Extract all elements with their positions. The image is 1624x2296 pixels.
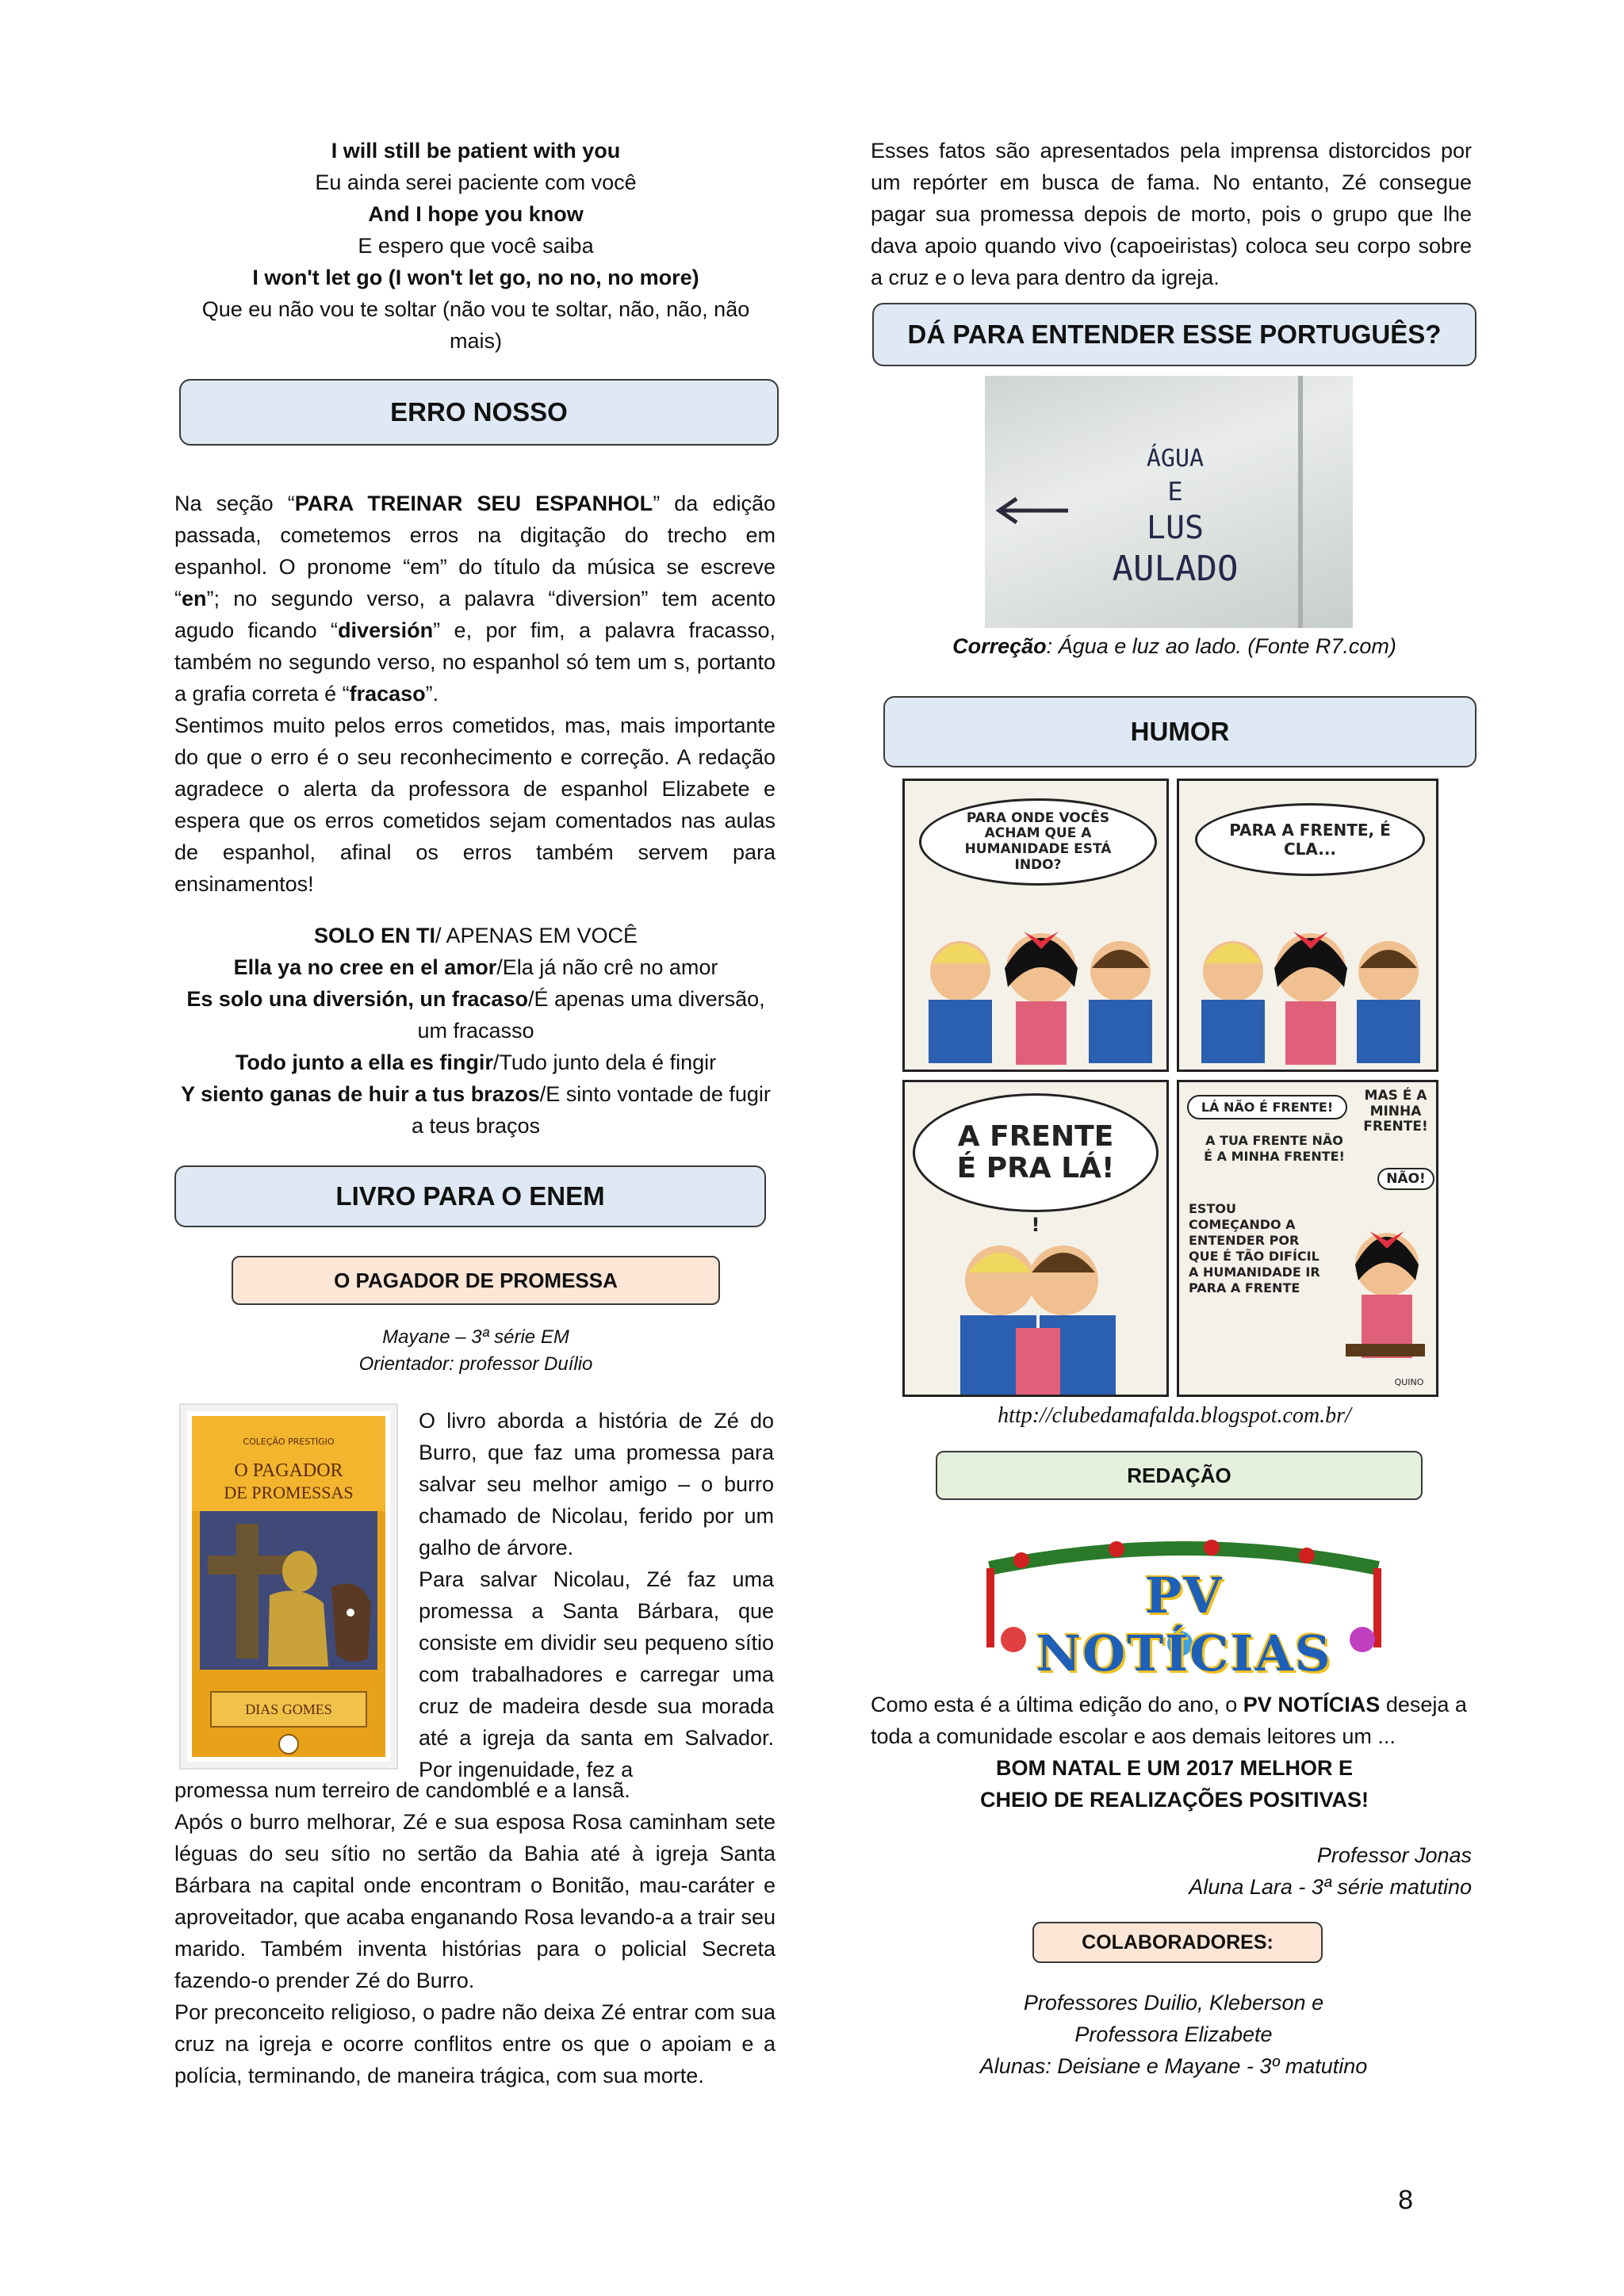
song-line: mais) bbox=[450, 329, 502, 353]
comic-characters bbox=[1179, 781, 1441, 1074]
sign-photo bbox=[985, 376, 1353, 628]
exclamation-mark: ! bbox=[1031, 1214, 1040, 1236]
artist-signature: QUINO bbox=[1394, 1377, 1424, 1387]
song-line: a teus braços bbox=[411, 1114, 541, 1138]
song-line: Que eu não vou te soltar (não vou te soltar, não, não, não bbox=[201, 297, 750, 321]
wish-line: CHEIO DE REALIZAÇÕES POSITIVAS! bbox=[979, 1788, 1369, 1812]
livro-paragraph: promessa num terreiro de candomblé e a Iansã. bbox=[174, 1778, 630, 1802]
sign-line: LUS bbox=[1146, 510, 1205, 546]
text-run: ” e, por fim, a palavra fracasso, também no segundo verso, no espanhol só tem um s, portanto a grafia correta é “ bbox=[174, 618, 776, 706]
article-credits bbox=[232, 1324, 720, 1378]
text-run: PARA TREINAR SEU ESPANHOL bbox=[294, 492, 653, 515]
mafalda-comic-strip bbox=[902, 779, 1438, 1397]
redacao-signatures bbox=[871, 1839, 1472, 1903]
speech-text: ESTOU COMEÇANDO A ENTENDER POR QUE É TÃO DIFÍCIL A HUMANIDADE IR PARA A FRENTE bbox=[1189, 1201, 1320, 1295]
livro-paragraph: O livro aborda a história de Zé do Burro, que faz uma promessa para salvar seu melhor amigo – o burro chamado de Nicolau, ferido por um galho de árvore. bbox=[419, 1409, 774, 1559]
livro-ending-text bbox=[871, 135, 1472, 293]
author-credit: Mayane – 3ª série EM bbox=[382, 1326, 569, 1348]
book-cover-title-2: DE PROMESSAS bbox=[224, 1483, 354, 1502]
speech-text: MAS É A MINHA FRENTE! bbox=[1363, 1088, 1428, 1135]
erro-nosso-paragraph bbox=[174, 488, 776, 710]
speech-text: A TUA FRENTE NÃO É A MINHA FRENTE! bbox=[1204, 1133, 1345, 1164]
erro-nosso-body bbox=[174, 488, 776, 900]
book-cover-author: DIAS GOMES bbox=[245, 1701, 332, 1717]
comic-characters bbox=[905, 1082, 1171, 1399]
livro-paragraph: Por preconceito religioso, o padre não deixa Zé entrar com sua cruz na igreja e ocorre conflitos entre os que o apoiam e a polícia, terminando, de maneira trágica, com sua morte. bbox=[174, 2000, 776, 2087]
section-heading-erro-nosso bbox=[179, 379, 779, 446]
page-number: 8 bbox=[1398, 2185, 1413, 2215]
comic-panel-2 bbox=[1177, 779, 1438, 1072]
text-run: ”; no segundo verso, a palavra “diversion” tem acento agudo ficando “ bbox=[174, 587, 776, 642]
section-heading-label: ERRO NOSSO bbox=[390, 397, 568, 427]
sign-line: ÁGUA bbox=[1146, 445, 1205, 473]
redacao-paragraph: Como esta é a última edição do ano, o PV NOTÍCIAS deseja a toda a comunidade escolar e aos demais leitores um ... bbox=[871, 1693, 1467, 1748]
song-line: I won't let go (I won't let go, no no, no more) bbox=[252, 266, 699, 289]
book-cover-image bbox=[181, 1405, 396, 1768]
colaborador-line: Professores Duilio, Kleberson e bbox=[1023, 1991, 1324, 2015]
subheading-label: O PAGADOR DE PROMESSA bbox=[334, 1268, 618, 1292]
section-heading-portugues bbox=[872, 303, 1477, 366]
song-line: SOLO EN TI/ APENAS EM VOCÊ bbox=[313, 924, 638, 947]
comic-panel-1 bbox=[902, 779, 1169, 1072]
sign-caption bbox=[872, 630, 1477, 662]
book-cover-collection: COLEÇÃO PRESTÍGIO bbox=[243, 1437, 335, 1447]
section-heading-livro-enem bbox=[174, 1165, 766, 1227]
signature-line: Aluna Lara - 3ª série matutino bbox=[1189, 1875, 1472, 1899]
sign-handwriting bbox=[1088, 447, 1262, 587]
caption-text: : Água e luz ao lado. (Fonte R7.com) bbox=[1046, 634, 1396, 658]
pv-noticias-logo bbox=[974, 1521, 1394, 1682]
song-line: um fracasso bbox=[417, 1019, 534, 1043]
song-line: Y siento ganas de huir a tus brazos/E sinto vontade de fugir bbox=[181, 1082, 771, 1106]
logo-text: PV NOTÍCIAS bbox=[1036, 1567, 1332, 1682]
colaboradores-list bbox=[888, 1987, 1459, 2082]
song-line: And I hope you know bbox=[368, 202, 584, 226]
livro-paragraph: Após o burro melhorar, Zé e sua esposa Rosa caminham sete léguas do seu sítio no sertão da Bahia até à igreja Santa Bárbara na capital onde encontram o Bonitão, mau-caráter e aproveitador, que acaba enganando Rosa levando-a a trair seu marido. Também inventa histórias para o policial Secreta fazendo-o prender Zé do Burro. bbox=[174, 1810, 776, 1992]
colaborador-line: Professora Elizabete bbox=[1074, 2022, 1273, 2046]
speech-text: LÁ NÃO É FRENTE! bbox=[1187, 1095, 1347, 1119]
text-run: fracaso bbox=[349, 682, 426, 706]
livro-continued-text bbox=[174, 1774, 776, 2091]
sign-line: E bbox=[1167, 476, 1183, 507]
section-heading-humor bbox=[883, 696, 1477, 767]
redacao-wishes bbox=[871, 1752, 1478, 1816]
speech-bubble: PARA ONDE VOCÊS ACHAM QUE A HUMANIDADE ESTÁ INDO? bbox=[919, 798, 1157, 886]
speech-bubble: PARA A FRENTE, É CLA... bbox=[1195, 803, 1425, 876]
text-run: en bbox=[182, 587, 207, 610]
song-excerpt-top bbox=[174, 135, 777, 357]
erro-nosso-paragraph: Sentimos muito pelos erros cometidos, mas, mais importante do que o erro é o seu reconhecimento e correção. A redação agradece o alerta da professora de espanhol Elizabete e espera que os erros cometidos sejam comentados nas aulas de espanhol, afinal os erros também servem para ensinamentos! bbox=[174, 714, 776, 896]
speech-text: NÃO! bbox=[1377, 1168, 1434, 1190]
text-run: ”. bbox=[425, 682, 439, 706]
comic-characters bbox=[1179, 1082, 1441, 1399]
song-line: Eu ainda serei paciente com você bbox=[315, 170, 637, 194]
comic-characters bbox=[905, 781, 1171, 1074]
section-heading-label: HUMOR bbox=[1130, 717, 1230, 746]
comic-source-link[interactable]: http://clubedamafalda.blogspot.com.br/ bbox=[998, 1403, 1351, 1428]
livro-paragraph: Esses fatos são apresentados pela imprensa distorcidos por um repórter em busca de fama. No entanto, Zé consegue pagar sua promessa depois de morto, pois o grupo que lhe dava apoio quando vivo (capoeiristas) coloca seu corpo sobre a cruz e o leva para dentro da igreja. bbox=[871, 139, 1472, 289]
section-heading-label: DÁ PARA ENTENDER ESSE PORTUGUÊS? bbox=[907, 320, 1442, 349]
song-line: E espero que você saiba bbox=[358, 234, 594, 258]
song-line: I will still be patient with you bbox=[331, 139, 621, 163]
section-heading-label: COLABORADORES: bbox=[1082, 1931, 1274, 1954]
song-excerpt-solo-en-ti bbox=[174, 920, 777, 1142]
colaborador-line: Alunas: Deisiane e Mayane - 3º matutino bbox=[979, 2054, 1368, 2078]
comic-panel-3 bbox=[902, 1080, 1169, 1397]
book-cover-title-1: O PAGADOR bbox=[234, 1460, 343, 1481]
sign-line: AULADO bbox=[1112, 549, 1239, 589]
section-heading-redacao bbox=[936, 1451, 1423, 1500]
signature-line: Professor Jonas bbox=[1316, 1843, 1472, 1867]
subheading-pagador bbox=[232, 1256, 720, 1305]
section-heading-colaboradores bbox=[1032, 1922, 1323, 1963]
text-run: diversión bbox=[338, 618, 434, 642]
comic-panel-4 bbox=[1177, 1080, 1438, 1397]
text-run: ” da edição passada, cometemos erros na digitação do trecho em espanhol. O pronome “em” do título da música se escreve “ bbox=[174, 492, 776, 610]
wish-line: BOM NATAL E UM 2017 MELHOR E bbox=[995, 1756, 1354, 1780]
caption-label: Correção bbox=[952, 634, 1047, 658]
section-heading-label: LIVRO PARA O ENEM bbox=[335, 1181, 605, 1211]
section-heading-label: REDAÇÃO bbox=[1127, 1463, 1231, 1487]
song-line: Ella ya no cree en el amor/Ela já não crê no amor bbox=[233, 955, 718, 979]
livro-wrap-text bbox=[419, 1405, 774, 1785]
text-run: Na seção “ bbox=[174, 492, 295, 515]
song-line: Todo junto a ella es fingir/Tudo junto dela é fingir bbox=[235, 1050, 717, 1074]
redacao-message bbox=[871, 1689, 1478, 1752]
advisor-credit: Orientador: professor Duílio bbox=[358, 1353, 593, 1375]
song-line: Es solo una diversión, un fracaso/É apenas uma diversão, bbox=[186, 987, 765, 1011]
livro-paragraph: Para salvar Nicolau, Zé faz uma promessa a Santa Bárbara, que consiste em dividir seu pequeno sítio com trabalhadores e carregar uma cruz de madeira desde sua morada até a igreja da santa em Salvador. Por ingenuidade, fez a bbox=[419, 1567, 774, 1781]
speech-bubble: A FRENTE É PRA LÁ! bbox=[913, 1093, 1159, 1212]
